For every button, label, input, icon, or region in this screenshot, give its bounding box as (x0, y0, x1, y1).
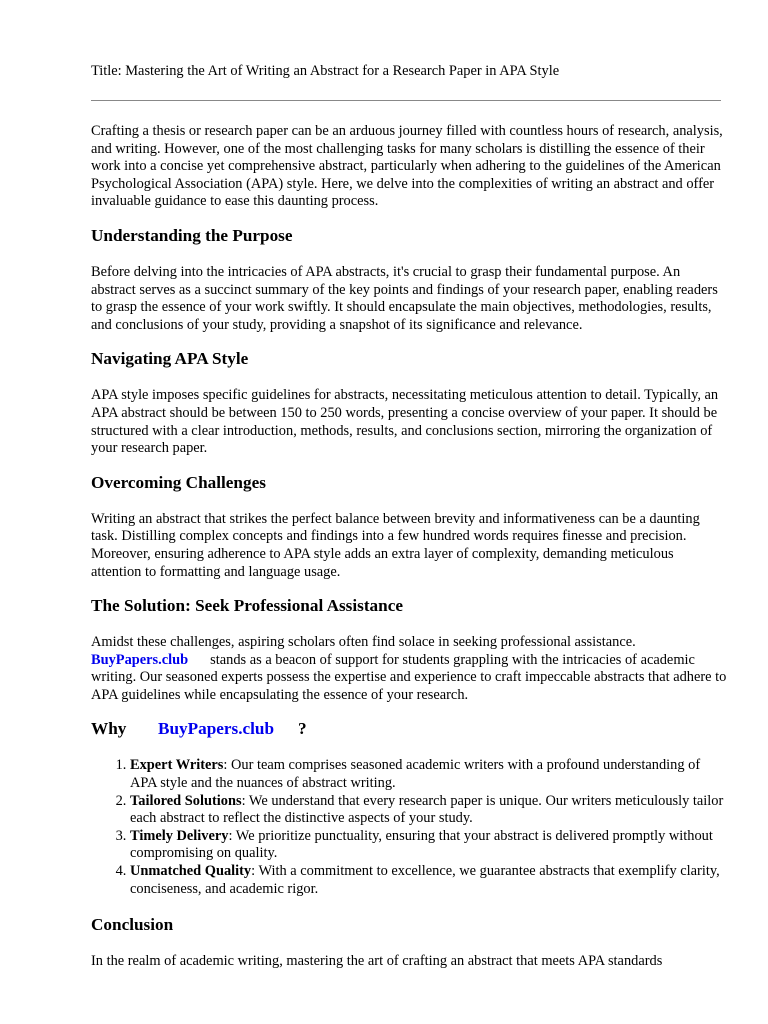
why-word: Why (91, 719, 127, 739)
section-heading-purpose: Understanding the Purpose (91, 225, 293, 245)
why-buypapers-link[interactable]: BuyPapers.club (158, 719, 275, 739)
intro-paragraph: Crafting a thesis or research paper can be an arduous journey filled with countless hours of research, analysis, and writing. However, one of the most challenging tasks for many scholars is distilling the essence of their work into a concise yet comprehensive abstract, particularly when adhering to the guidelines of the American Psychological Association (APA) style. Here, we delve into the complexities of writing an abstract and offer invaluable guidance to ease this daunting process. (91, 123, 723, 210)
list-item-text: : Our team comprises seasoned academic writers with a profound understanding of APA style and the nuances of abstract writing. (130, 757, 701, 792)
section-text-purpose: Before delving into the intricacies of APA abstracts, it's crucial to grasp their fundamental purpose. An abstract serves as a succinct summary of the key points and findings of your research paper, enabling readers to grasp the essence of your work swiftly. It should encapsulate the main objectives, methodologies, results, and conclusions of your study, providing a snapshot of its significance and relevance. (91, 263, 718, 333)
document-body (91, 123, 727, 986)
list-item (130, 828, 727, 863)
section-text-solution (91, 634, 727, 704)
section-text-conclusion: In the realm of academic writing, mastering the art of crafting an abstract that meets APA standards (91, 953, 663, 970)
list-item-text: : We understand that every research paper is unique. Our writers meticulously tailor each abstract to reflect the distinctive aspects of your study. (130, 792, 724, 827)
list-item (130, 757, 727, 792)
solution-text-after: stands as a beacon of support for students grappling with the intricacies of academic writing. Our seasoned experts possess the expertise and experience to craft impeccable abstracts that adhere to APA guidelines while encapsulating the essence of your research. (91, 651, 727, 703)
section-heading-challenges: Overcoming Challenges (91, 472, 266, 492)
document-title: Title: Mastering the Art of Writing an Abstract for a Research Paper in APA Style (91, 63, 560, 79)
title-divider (91, 100, 721, 101)
list-item-term: Tailored Solutions (130, 792, 242, 809)
list-item-term: Unmatched Quality (130, 863, 252, 880)
list-item-term: Expert Writers (130, 757, 224, 774)
section-heading-apa-style: Navigating APA Style (91, 349, 249, 369)
section-text-challenges: Writing an abstract that strikes the perfect balance between brevity and informativeness can be a daunting task. Distilling complex concepts and findings into a few hundred words requires finesse and precision. Moreover, ensuring adherence to APA style adds an extra layer of complexity, demanding meticulous attention to formatting and language usage. (91, 510, 700, 580)
section-heading-solution: The Solution: Seek Professional Assistance (91, 596, 403, 616)
list-item-text: : We prioritize punctuality, ensuring that your abstract is delivered promptly without compromising on quality. (130, 827, 713, 862)
why-question-mark: ? (298, 719, 307, 739)
buypapers-link[interactable]: BuyPapers.club (91, 651, 189, 668)
list-item-text: : With a commitment to excellence, we guarantee abstracts that exemplify clarity, conciseness, and academic rigor. (130, 863, 720, 897)
benefits-list (91, 757, 727, 898)
section-heading-conclusion: Conclusion (91, 915, 174, 935)
solution-text-before: Amidst these challenges, aspiring scholars often find solace in seeking professional assistance. (91, 634, 636, 651)
why-heading (91, 719, 727, 739)
list-item (130, 863, 727, 898)
section-text-apa-style: APA style imposes specific guidelines for abstracts, necessitating meticulous attention to detail. Typically, an APA abstract should be between 150 to 250 words, presenting a concise overview of your paper. It should be structured with a clear introduction, methods, results, and conclusions section, mirroring the organization of your research paper. (91, 387, 719, 457)
list-item (130, 793, 727, 828)
list-item-term: Timely Delivery (130, 827, 229, 844)
